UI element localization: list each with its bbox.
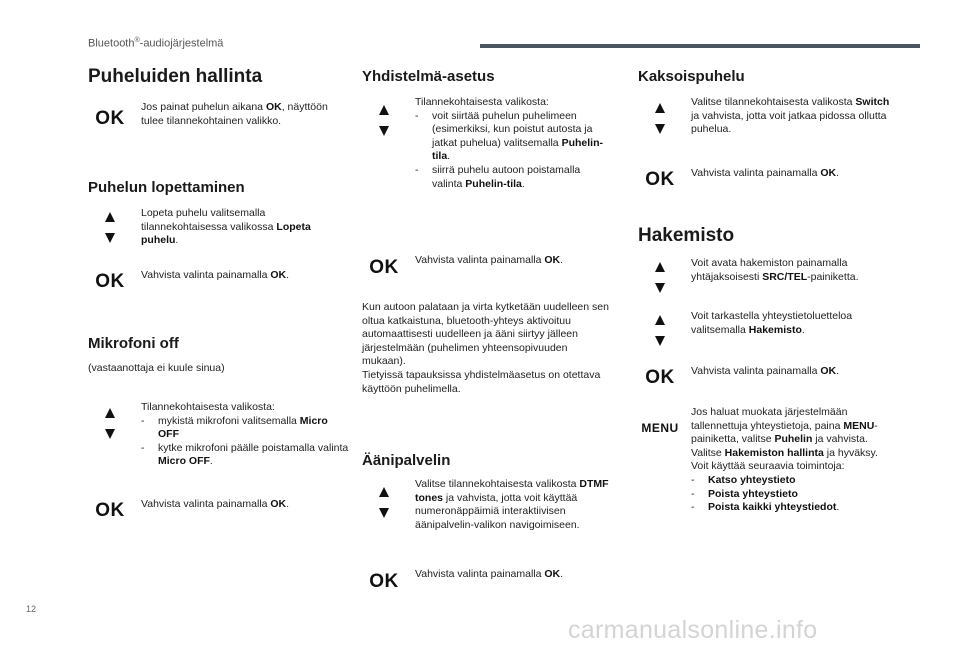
ok-key-icon: OK bbox=[645, 169, 675, 190]
up-down-arrows-icon bbox=[362, 105, 406, 136]
directory-open-text: Voit avata hakemiston painamalla yhtäjaksoisesti SRC/TEL-painiketta. bbox=[691, 257, 859, 283]
up-down-arrows-icon bbox=[362, 487, 406, 518]
mic-off-note: (vastaanottaja ei kuule sinua) bbox=[88, 362, 225, 374]
combined-setting-text: Tilannekohtaisesta valikosta: - voit siirtää puhelun puhelimeen (esimerkiksi, kun poistut autosta ja jatkat puhelua) valitsemalla Puhelin-tila. - siirrä puhelu autoon poistamalla valinta Puhelin-tila. bbox=[415, 96, 603, 190]
section-title-double-call: Kaksoispuhelu bbox=[638, 68, 745, 85]
section-title-voice-server: Äänipalvelin bbox=[362, 452, 451, 469]
call-menu-text: Jos painat puhelun aikana OK, näyttöön tulee tilannekohtainen valikko. bbox=[141, 101, 328, 127]
up-down-arrows-icon bbox=[88, 212, 132, 243]
ok-key-icon: OK bbox=[645, 367, 675, 388]
mic-off-text: Tilannekohtaisesta valikosta: - mykistä mikrofoni valitsemalla Micro OFF - kytke mikrofoni päälle poistamalla valinta Micro OFF. bbox=[141, 401, 349, 468]
section-title-mic-off: Mikrofoni off bbox=[88, 335, 179, 352]
menu-key-icon: MENU bbox=[641, 421, 679, 435]
ok-key-icon: OK bbox=[95, 271, 125, 292]
section-title-end-call: Puhelun lopettaminen bbox=[88, 179, 245, 196]
end-call-confirm-text: Vahvista valinta painamalla OK. bbox=[141, 269, 290, 281]
ok-key-icon: OK bbox=[95, 500, 125, 521]
list-item: - Katso yhteystieto bbox=[691, 473, 796, 486]
page-number: 12 bbox=[26, 604, 37, 614]
ok-key-icon: OK bbox=[369, 571, 399, 592]
section-title-directory: Hakemisto bbox=[638, 225, 735, 246]
mic-off-confirm-text: Vahvista valinta painamalla OK. bbox=[141, 498, 290, 510]
list-item: - Poista yhteystieto bbox=[691, 487, 798, 500]
end-call-text: Lopeta puhelu valitsemalla tilannekohtaisessa valikossa Lopeta puhelu. bbox=[141, 207, 311, 247]
up-down-arrows-icon bbox=[638, 103, 682, 134]
section-title-call-management: Puheluiden hallinta bbox=[88, 66, 263, 87]
directory-manage-text: Jos haluat muokata järjestelmään tallennettuja yhteystietoja, paina MENU-painiketta, valitse Puhelin ja vahvista. Valitse Hakemiston hallinta ja hyväksy. Voit käyttää seuraavia toimintoja: - Katso yhteystieto - Poista yhteystieto - Poista kaikki yhteystiedot. bbox=[691, 406, 898, 515]
directory-browse-text: Voit tarkastella yhteystietoluetteloa valitsemalla Hakemisto. bbox=[691, 310, 853, 336]
voice-server-text: Valitse tilannekohtaisesta valikosta DTMF tones ja vahvista, jotta voit käyttää numeronäppäimiä interaktiivisen äänipalvelin-valikon navigoimiseen. bbox=[415, 478, 609, 531]
list-item: - Poista kaikki yhteystiedot. bbox=[691, 501, 840, 514]
up-down-arrows-icon bbox=[638, 262, 682, 293]
combined-confirm-text: Vahvista valinta painamalla OK. bbox=[415, 254, 564, 266]
up-down-arrows-icon bbox=[638, 315, 682, 346]
ok-key-icon: OK bbox=[369, 257, 399, 278]
running-header: Bluetooth®-audiojärjestelmä bbox=[88, 37, 224, 50]
header-bar bbox=[480, 44, 920, 48]
directory-confirm-text: Vahvista valinta painamalla OK. bbox=[691, 365, 840, 377]
section-title-combined-setting: Yhdistelmä-asetus bbox=[362, 68, 495, 85]
reconnect-paragraph: Kun autoon palataan ja virta kytketään uudelleen sen oltua katkaistuna, bluetooth-yhteys aktivoituu automaattisesti uudelleen ja ääni siirtyy jälleen järjestelmään (puhelimen yhteensopivuuden mukaan). Tietyissä tapauksissa yhdistelmäasetus on otettava käyttöön puhelimella. bbox=[362, 301, 609, 395]
ok-key-icon: OK bbox=[95, 108, 125, 129]
double-call-text: Valitse tilannekohtaisesta valikosta Switch ja vahvista, jotta voit jatkaa pidossa ollutta puhelua. bbox=[691, 96, 890, 136]
up-down-arrows-icon bbox=[88, 408, 132, 439]
watermark: carmanualsonline.info bbox=[568, 616, 818, 644]
double-call-confirm-text: Vahvista valinta painamalla OK. bbox=[691, 167, 840, 179]
voice-server-confirm-text: Vahvista valinta painamalla OK. bbox=[415, 568, 564, 580]
